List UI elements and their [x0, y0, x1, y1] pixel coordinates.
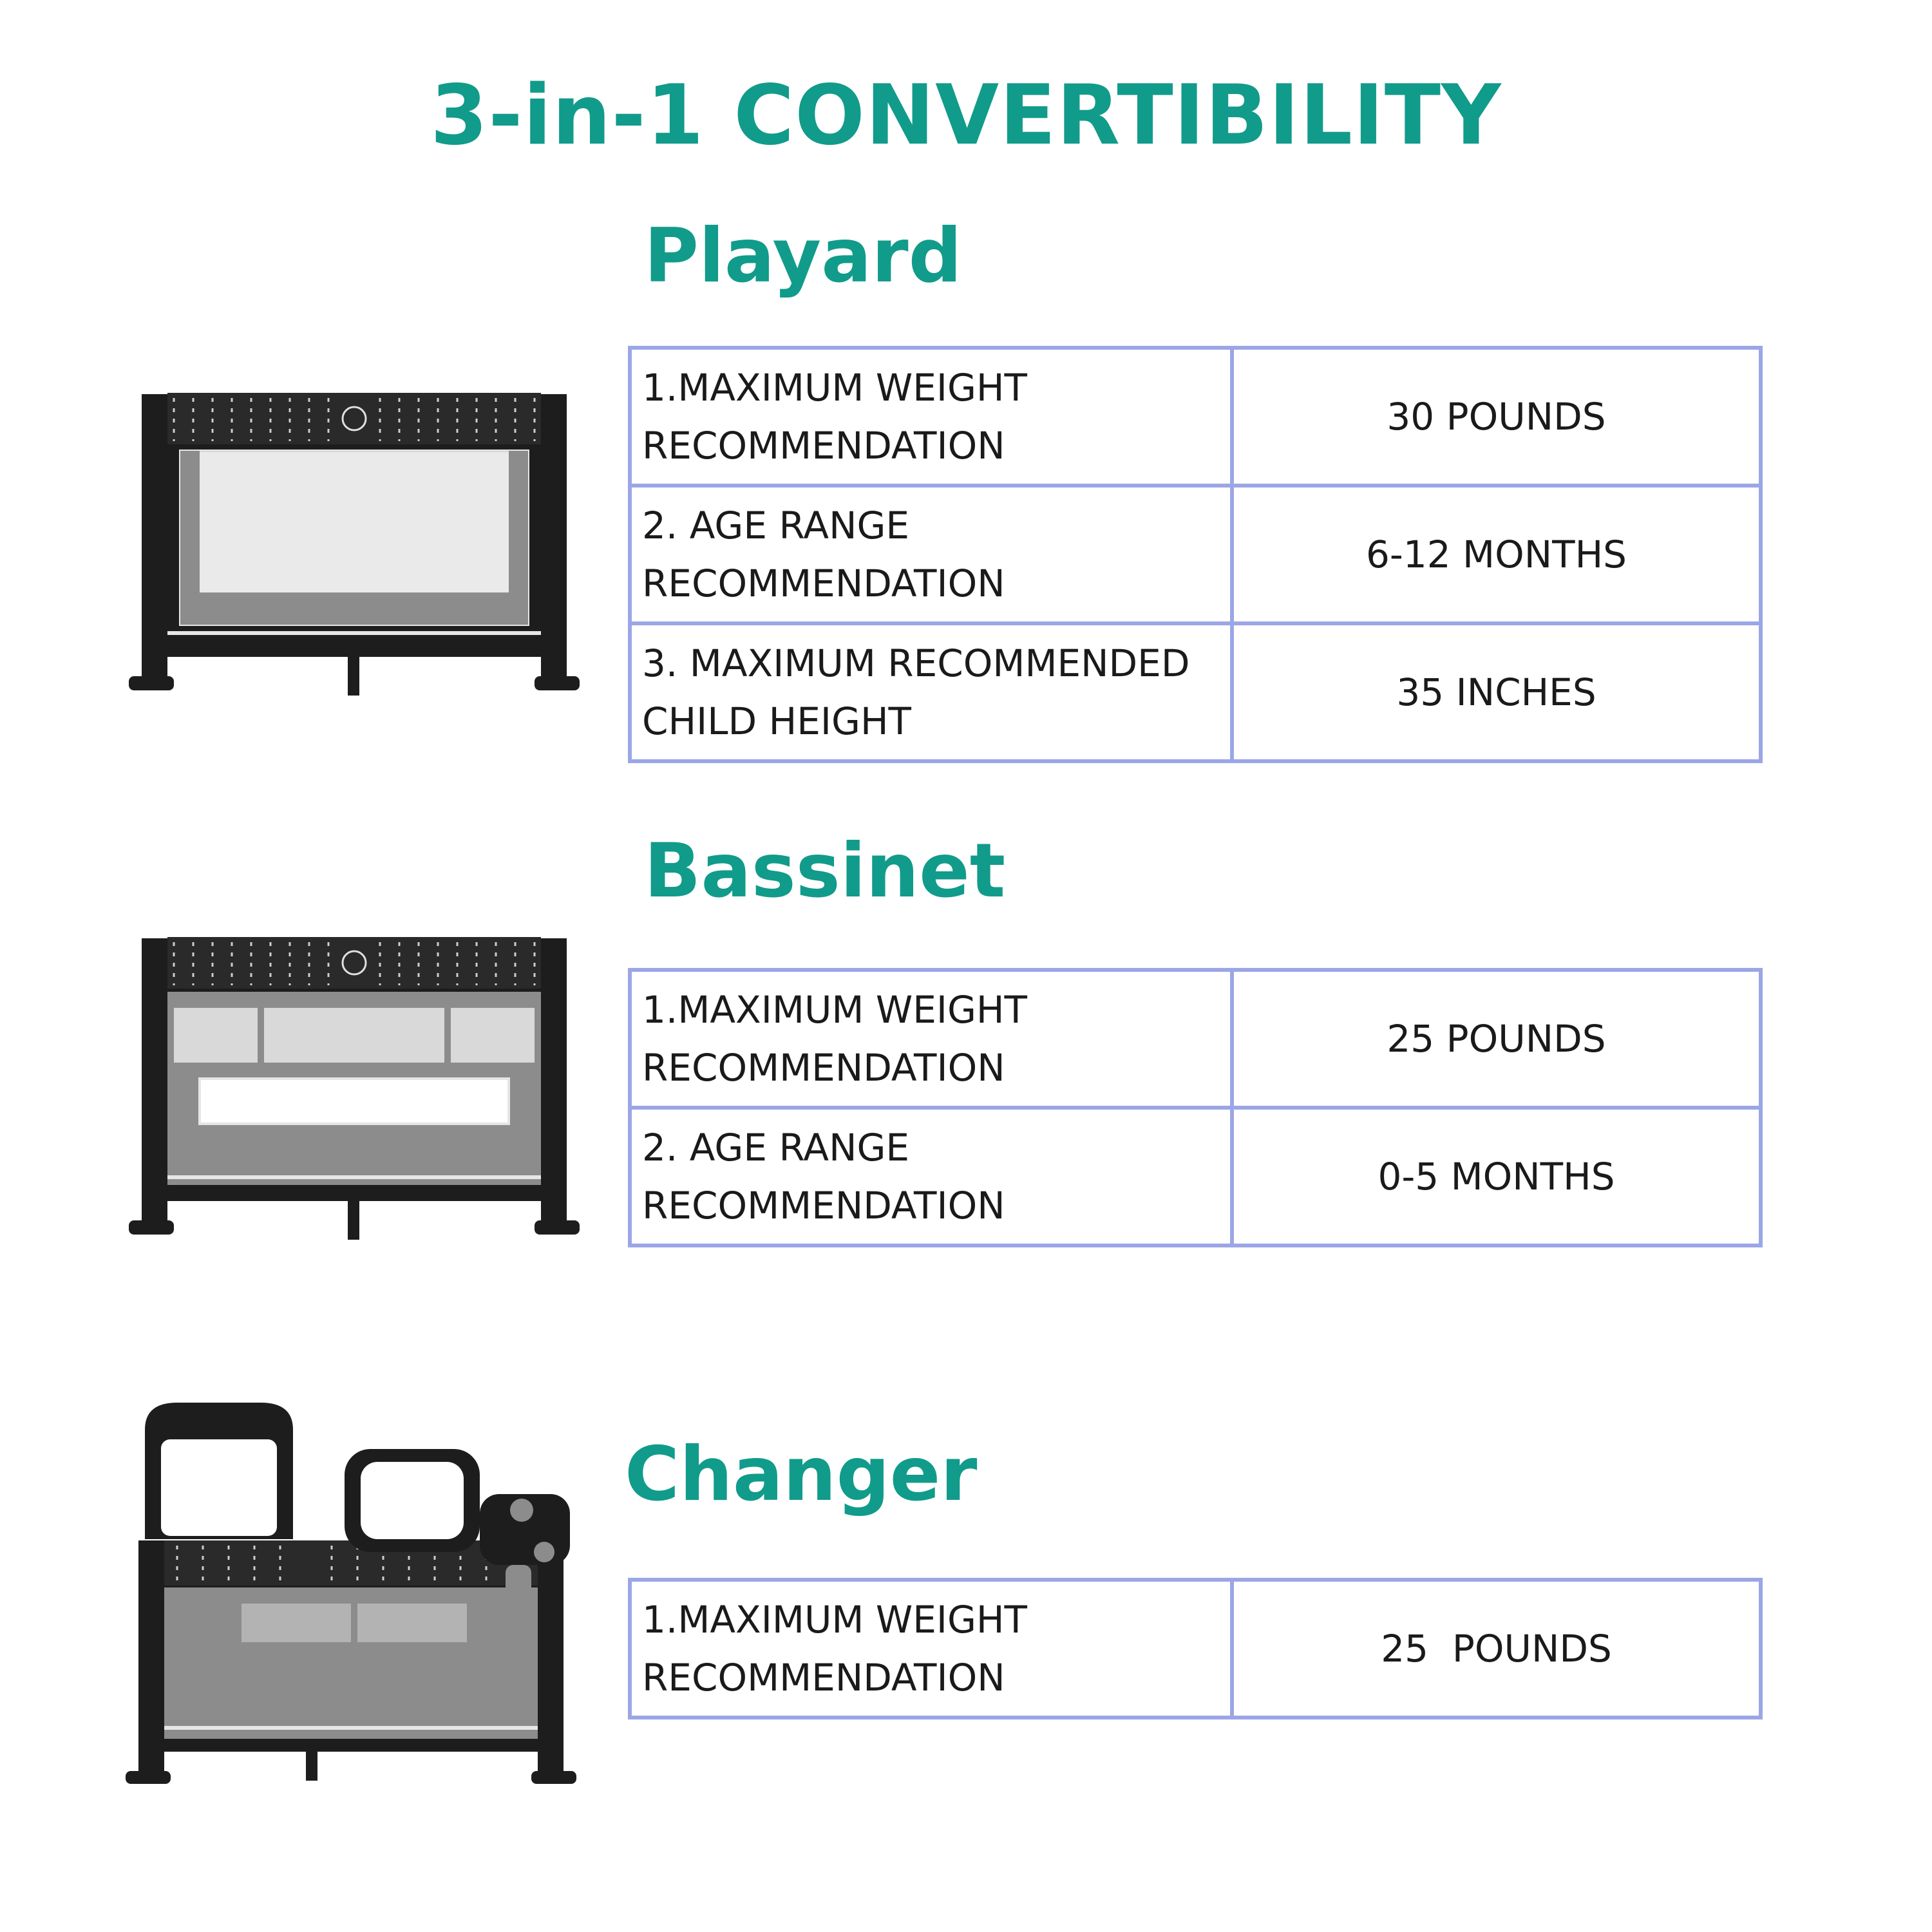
table-row — [630, 623, 1761, 761]
spec-label — [630, 348, 1232, 486]
spec-label-line: RECOMMENDATION — [642, 1184, 1005, 1227]
spec-label-line: 1.MAXIMUM WEIGHT — [642, 366, 1027, 410]
spec-label-line: 2. AGE RANGE — [642, 1126, 910, 1170]
changer-image — [126, 1391, 576, 1790]
bassinet-image — [129, 924, 580, 1253]
section-title-bassinet: Bassinet — [644, 828, 1006, 914]
spec-value: 25 POUNDS — [1232, 1580, 1761, 1718]
spec-label-line: RECOMMENDATION — [642, 1046, 1005, 1090]
spec-label-line: 1.MAXIMUM WEIGHT — [642, 988, 1027, 1032]
spec-label-line: RECOMMENDATION — [642, 424, 1005, 468]
spec-value: 0-5 MONTHS — [1232, 1108, 1761, 1245]
spec-value: 6-12 MONTHS — [1232, 486, 1761, 623]
spec-label-line: 1.MAXIMUM WEIGHT — [642, 1598, 1027, 1642]
spec-value: 30 POUNDS — [1232, 348, 1761, 486]
table-row — [630, 486, 1761, 623]
playard-spec-table — [628, 346, 1763, 763]
bassinet-spec-table — [628, 968, 1763, 1247]
spec-label-line: RECOMMENDATION — [642, 562, 1005, 605]
page-title: 3-in-1 CONVERTIBILITY — [430, 68, 1502, 164]
spec-value: 35 INCHES — [1232, 623, 1761, 761]
table-row — [630, 348, 1761, 486]
spec-label — [630, 1108, 1232, 1245]
spec-label-line: CHILD HEIGHT — [642, 699, 911, 743]
spec-label-line: 2. AGE RANGE — [642, 504, 910, 547]
table-row — [630, 970, 1761, 1108]
spec-label-line: 3. MAXIMUM RECOMMENDED — [642, 641, 1190, 685]
spec-value: 25 POUNDS — [1232, 970, 1761, 1108]
spec-label — [630, 970, 1232, 1108]
table-row — [630, 1108, 1761, 1245]
section-title-playard: Playard — [644, 213, 962, 299]
spec-label — [630, 623, 1232, 761]
changer-spec-table — [628, 1578, 1763, 1719]
table-row — [630, 1580, 1761, 1718]
section-title-changer: Changer — [625, 1431, 978, 1518]
spec-label-line: RECOMMENDATION — [642, 1656, 1005, 1700]
playard-image — [129, 380, 580, 708]
spec-label — [630, 486, 1232, 623]
spec-label — [630, 1580, 1232, 1718]
